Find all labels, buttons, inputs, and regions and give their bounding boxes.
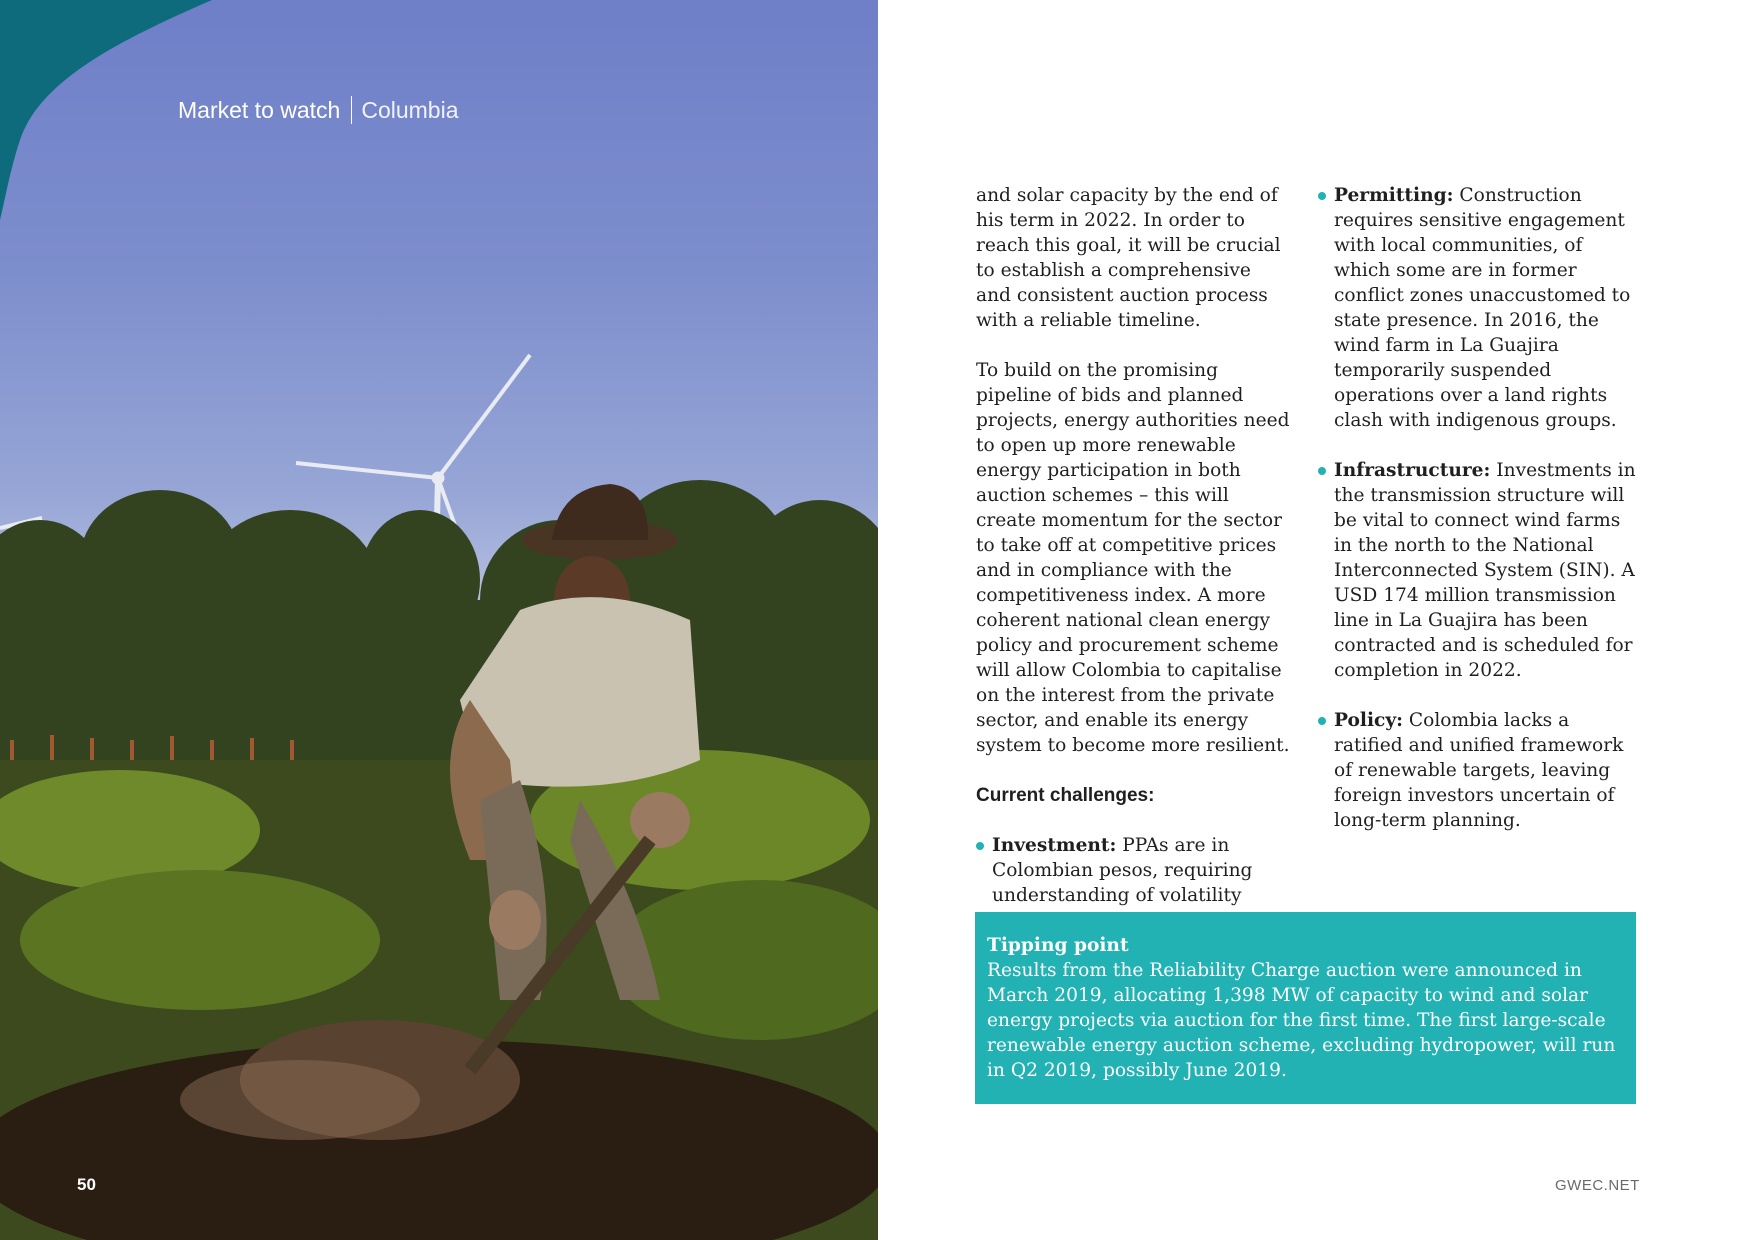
- bullet-text: Colombia lacks a ratified and unified framework of renewable targets, leaving foreign investors uncertain of long-term planning.: [1334, 710, 1624, 831]
- bullet-lead: Policy:: [1334, 710, 1404, 731]
- tipping-point-title: Tipping point: [987, 935, 1129, 956]
- footer-website: GWEC.NET: [1555, 1177, 1640, 1194]
- body-paragraph: and solar capacity by the end of his term in 2022. In order to reach this goal, it will be crucial to establish a comprehensive and consistent auction process with a reliable timeline.: [976, 185, 1281, 331]
- bullet-lead: Investment:: [992, 835, 1117, 856]
- section-country: Columbia: [361, 97, 459, 123]
- bullet-lead: Permitting:: [1334, 185, 1454, 206]
- page-number: 50: [77, 1175, 96, 1194]
- header-divider: [351, 96, 352, 124]
- text-column-right: [1318, 183, 1638, 858]
- section-header: [178, 96, 459, 124]
- challenges-heading: Current challenges:: [976, 785, 1155, 806]
- crop-field: [0, 750, 878, 1240]
- challenge-permitting: [1318, 183, 1638, 433]
- body-paragraph: To build on the promising pipeline of bids and planned projects, energy authorities need to open up more renewable energy participation in both auction schemes – this will create momentum for the sector to take off at competitive prices and in compliance with the competitiveness index. A more coherent national clean energy policy and procurement scheme will allow Colombia to capitalise on the interest from the private sector, and enable its energy system to become more resilient.: [976, 360, 1290, 756]
- section-title: Market to watch: [178, 97, 341, 123]
- bullet-text: Investments in the transmission structure will be vital to connect wind farms in the north to the National Interconnected System (SIN). A USD 174 million transmission line in La Guajira has been contracted and is scheduled for completion in 2022.: [1334, 460, 1636, 681]
- bullet-lead: Infrastructure:: [1334, 460, 1491, 481]
- tipping-point-body: Results from the Reliability Charge auction were announced in March 2019, allocating 1,398 MW of capacity to wind and solar energy projects via auction for the first time. The first large-scale renewable energy auction scheme, excluding hydropower, will run in Q2 2019, possibly June 2019.: [987, 960, 1616, 1081]
- challenge-policy: [1318, 708, 1638, 833]
- bullet-text: Construction requires sensitive engagement with local communities, of which some are in former conflict zones unaccustomed to state presence. In 2016, the wind farm in La Guajira temporarily suspended operations over a land rights clash with indigenous groups.: [1334, 185, 1631, 431]
- text-column-left: [976, 183, 1291, 958]
- tipping-point-box: [975, 912, 1636, 1104]
- challenge-infrastructure: [1318, 458, 1638, 683]
- tree-line: [0, 480, 878, 760]
- bullet-text: PPAs are in Colombian pesos, requiring understanding of volatility: [992, 835, 1253, 906]
